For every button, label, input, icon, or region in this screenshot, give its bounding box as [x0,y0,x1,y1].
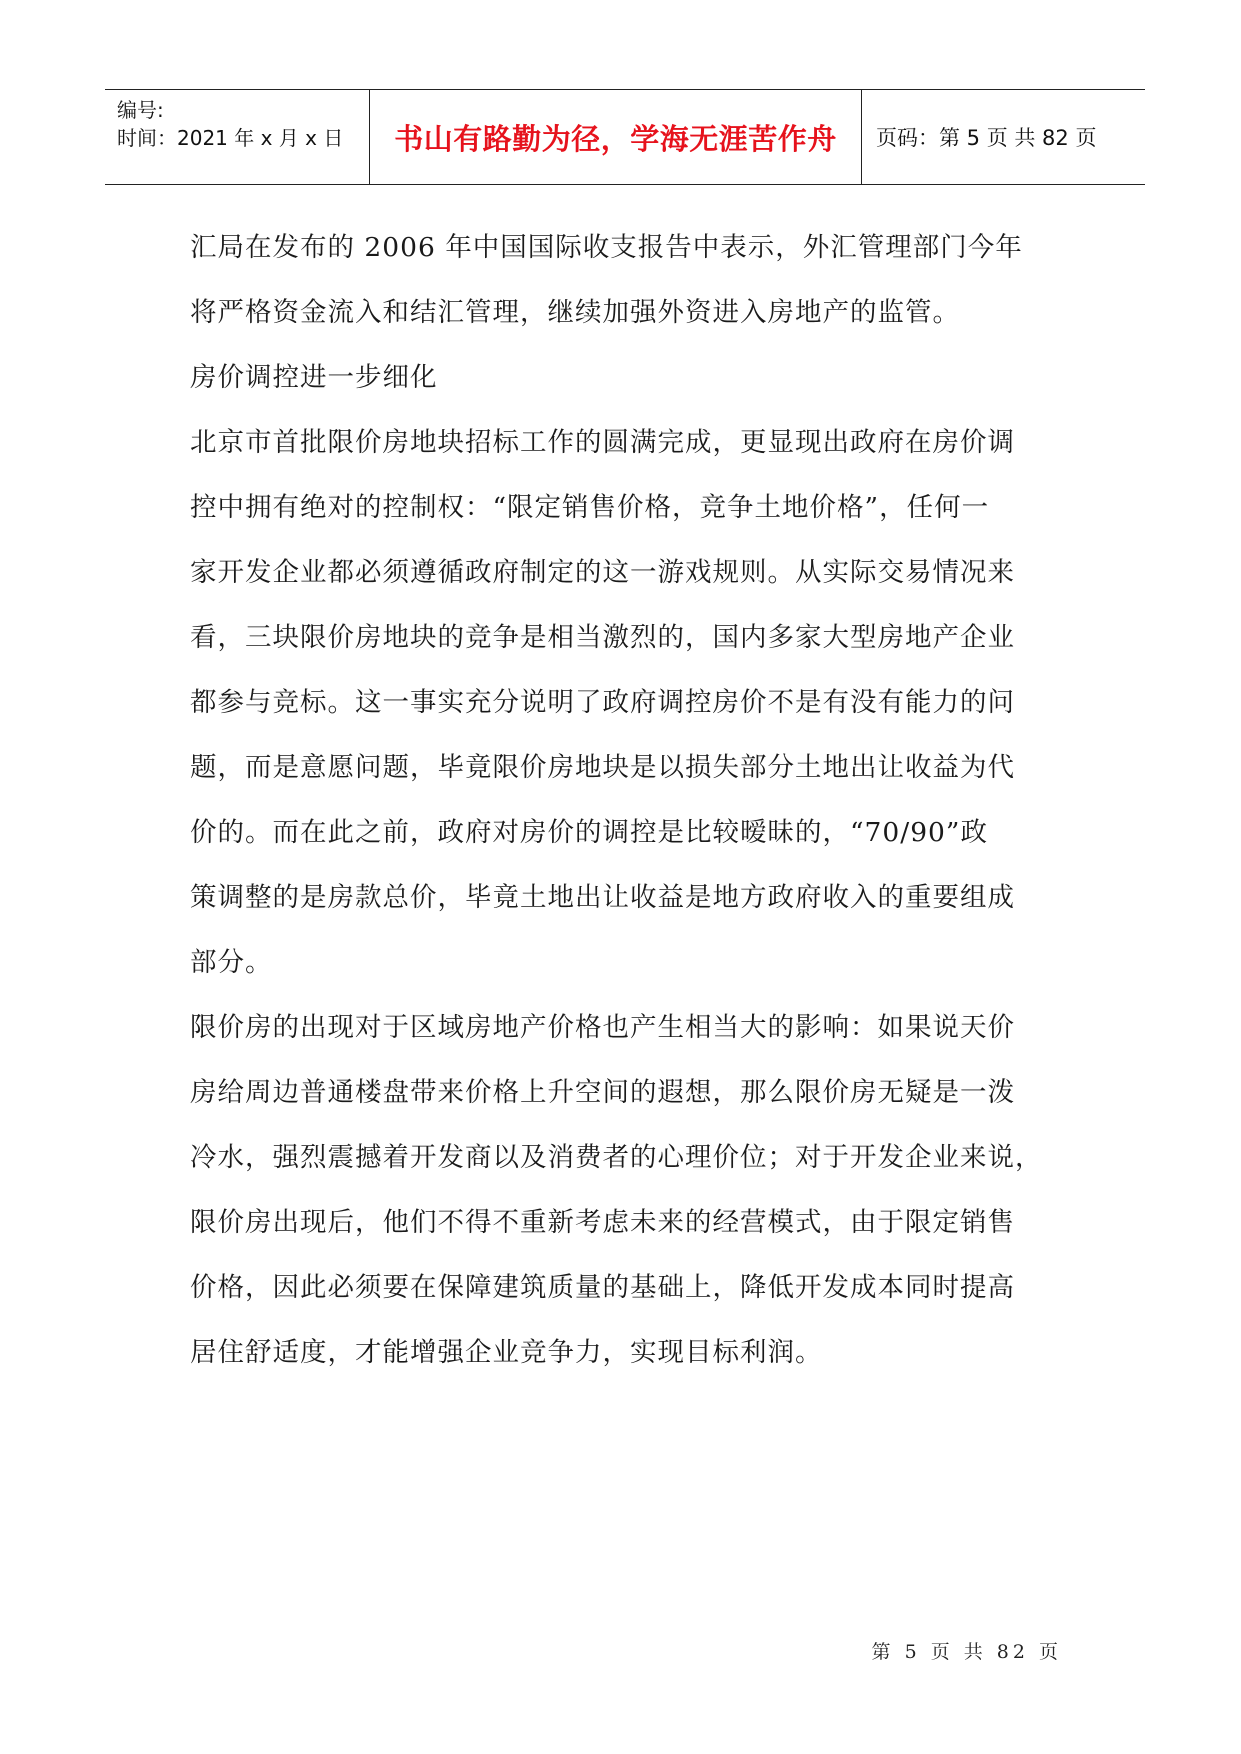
section-heading: 房价调控进一步细化 [190,362,438,393]
header-meta-cell [105,90,370,184]
paragraph: 限价房的出现对于区域房地产价格也产生相当大的影响：如果说天价 房给周边普通楼盘带来价格上升空间的遐想，那么限价房无疑是一泼 冷水，强烈震撼着开发商以及消费者的心理价位；对于开发企业来说， 限价房出现后，他们不得不重新考虑未来的经营模式，由于限定销售 价格，因此必须要在保障建筑质量的基础上，降低开发成本同时提高 居住舒适度，才能增强企业竞争力，实现目标利润。 [190,1012,1043,1368]
paragraph: 汇局在发布的 2006 年中国国际收支报告中表示，外汇管理部门今年 将严格资金流入和结汇管理，继续加强外资进入房地产的监管。 [190,232,1023,328]
motto-text: 书山有路勤为径，学海无涯苦作舟 [394,121,837,156]
serial-number-label: 编号: [117,98,164,122]
paragraph: 北京市首批限价房地块招标工作的圆满完成，更显现出政府在房价调 控中拥有绝对的控制权：“限定销售价格，竞争土地价格”，任何一 家开发企业都必须遵循政府制定的这一游戏规则。从实际交易情况来 看，三块限价房地块的竞争是相当激烈的，国内多家大型房地产企业 都参与竞标。这一事实充分说明了政府调控房价不是有没有能力的问 题，而是意愿问题，毕竟限价房地块是以损失部分土地出让收益为代 价的。而在此之前，政府对房价的调控是比较暧昧的，“70/90”政 策调整的是房款总价，毕竟土地出让收益是地方政府收入的重要组成 部分。 [190,427,1015,978]
document-body [190,215,1070,1385]
footer-page-number: 第 5 页 共 82 页 [871,1641,1062,1663]
date-label: 时间：2021 年 x 月 x 日 [117,126,344,150]
header-motto-cell [370,90,862,184]
header-page-number: 页码：第 5 页 共 82 页 [876,126,1097,150]
page-header [105,89,1145,185]
header-page-cell [862,90,1145,184]
